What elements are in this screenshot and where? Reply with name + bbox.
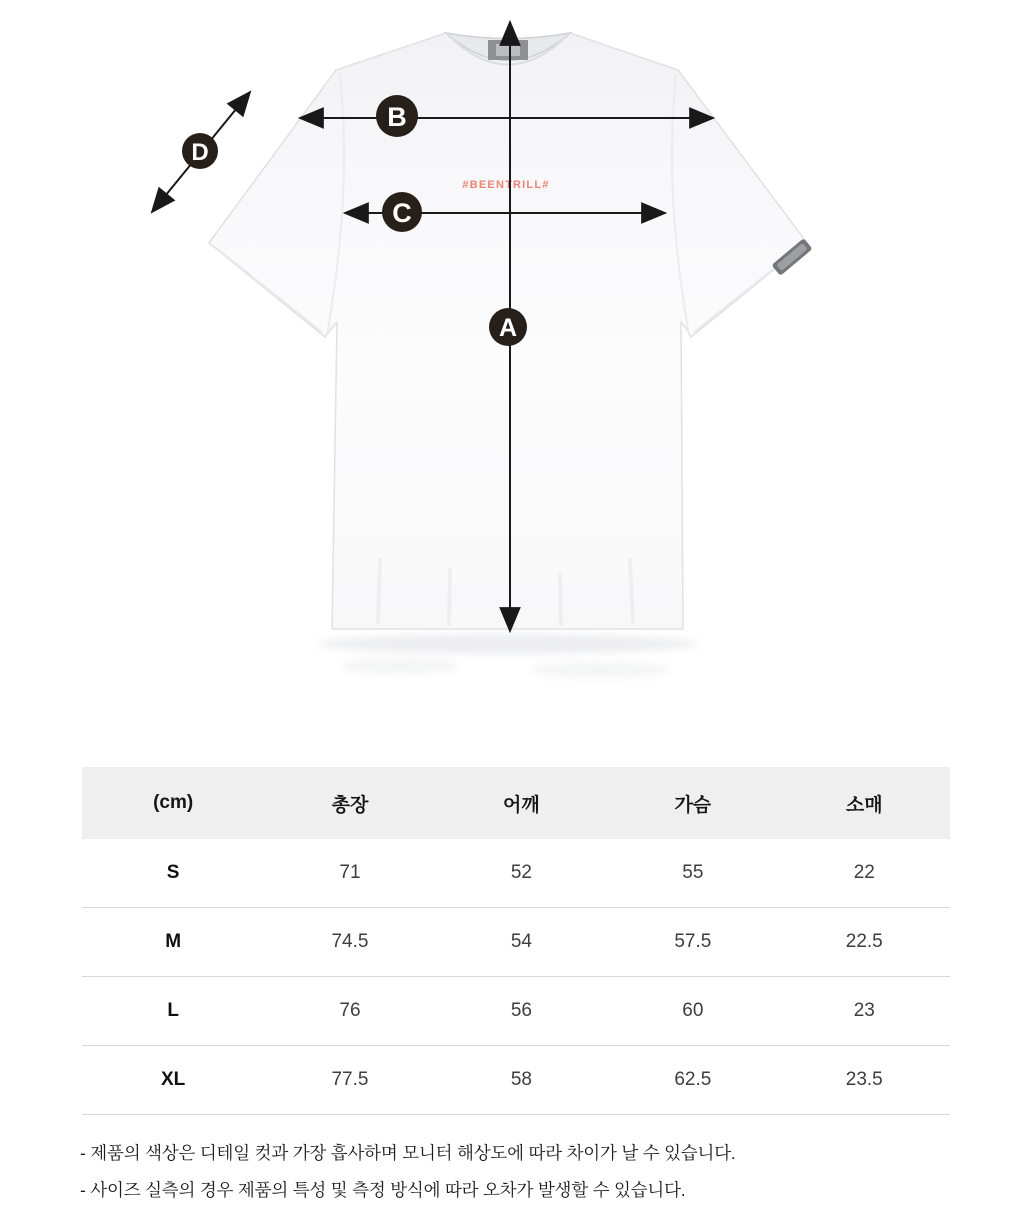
size-label: S <box>82 839 264 908</box>
table-row <box>82 839 950 908</box>
footnote-color: - 제품의 색상은 디테일 컷과 가장 흡사하며 모니터 해상도에 따라 차이가 날 수 있습니다. <box>80 1143 736 1163</box>
table-row <box>82 977 950 1046</box>
measurement-value: 71 <box>264 839 435 908</box>
hem-shadow <box>318 634 698 678</box>
marker-a-label: A <box>498 314 518 342</box>
measurement-value: 23.5 <box>779 1046 950 1115</box>
measurement-value: 62.5 <box>607 1046 778 1115</box>
header-shoulder: 어깨 <box>436 767 607 839</box>
footnote-measuring: - 사이즈 실측의 경우 제품의 특성 및 측정 방식에 따라 오차가 발생할 수 있습니다. <box>80 1180 686 1200</box>
size-label: XL <box>82 1046 264 1115</box>
table-row <box>82 908 950 977</box>
chest-logo-text: #BEENTRILL# <box>462 179 550 191</box>
header-chest: 가슴 <box>607 767 778 839</box>
size-table-body <box>82 839 950 1115</box>
measurement-value: 58 <box>436 1046 607 1115</box>
measurement-value: 57.5 <box>607 908 778 977</box>
size-guide-section <box>82 767 950 1115</box>
measurement-value: 22 <box>779 839 950 908</box>
measurement-value: 54 <box>436 908 607 977</box>
neck-label-inner <box>496 44 520 56</box>
measurement-value: 22.5 <box>779 908 950 977</box>
header-sleeve: 소매 <box>779 767 950 839</box>
measurement-value: 77.5 <box>264 1046 435 1115</box>
marker-d-label: D <box>191 139 209 166</box>
header-row <box>82 767 950 839</box>
measurement-value: 56 <box>436 977 607 1046</box>
header-unit: (cm) <box>82 767 264 839</box>
measurement-value: 52 <box>436 839 607 908</box>
marker-b-label: B <box>387 102 407 132</box>
header-length: 총장 <box>264 767 435 839</box>
measurement-value: 23 <box>779 977 950 1046</box>
measurement-value: 74.5 <box>264 908 435 977</box>
size-label: M <box>82 908 264 977</box>
footnotes <box>80 1135 960 1208</box>
marker-c-label: C <box>392 198 412 228</box>
measurement-value: 60 <box>607 977 778 1046</box>
size-label: L <box>82 977 264 1046</box>
size-table <box>82 767 950 1115</box>
measurement-value: 76 <box>264 977 435 1046</box>
measurement-value: 55 <box>607 839 778 908</box>
size-table-header <box>82 767 950 839</box>
table-row <box>82 1046 950 1115</box>
